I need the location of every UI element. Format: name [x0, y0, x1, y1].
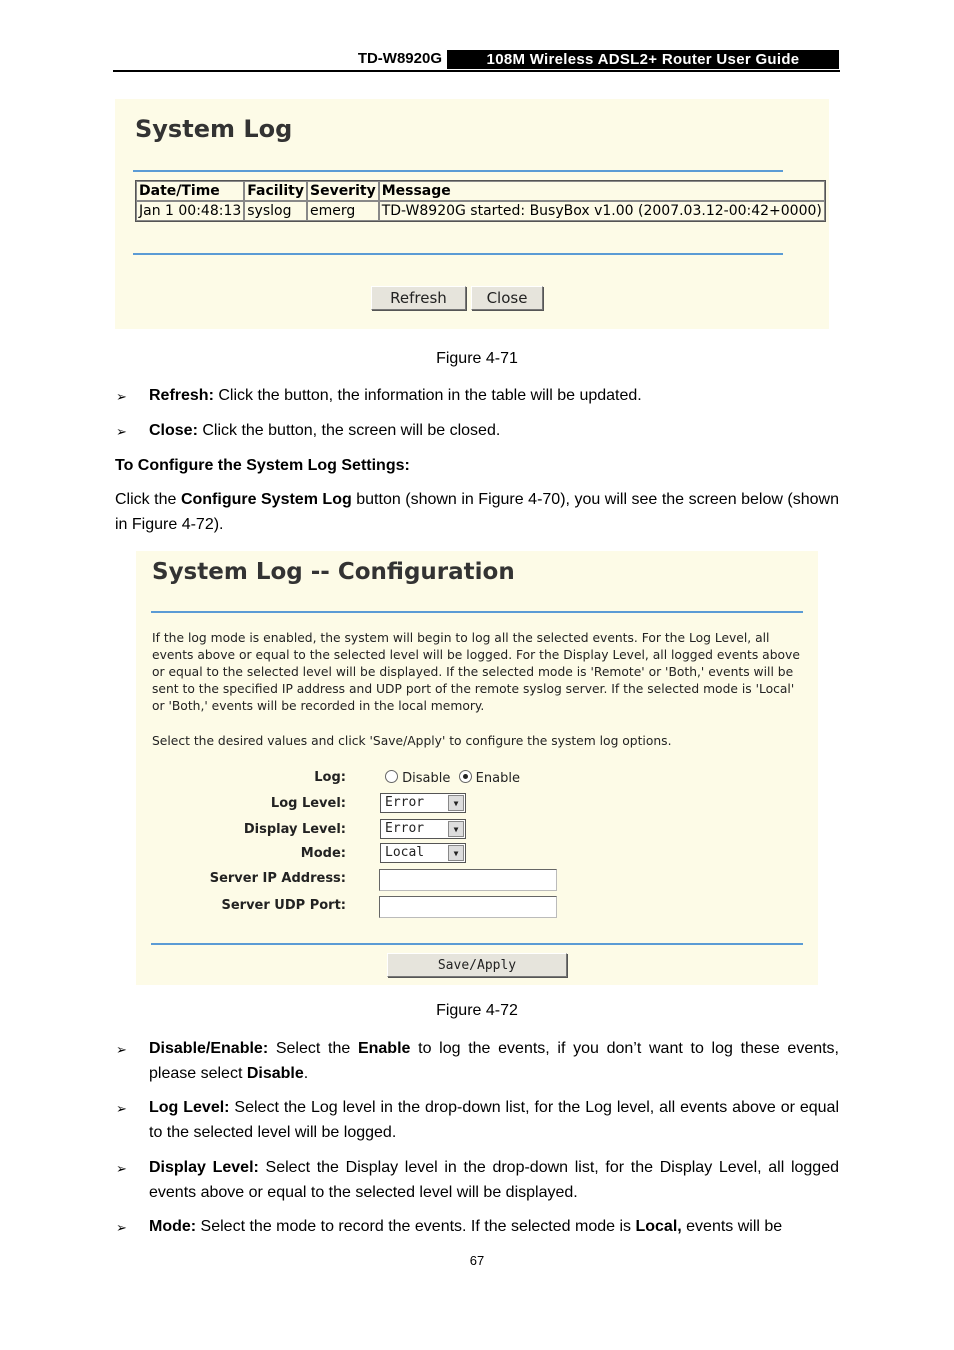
display-level-value: Error [385, 821, 425, 836]
log-level-select[interactable] [380, 793, 466, 813]
bullet-glyph: ➢ [116, 389, 127, 404]
log-label: Log: [314, 770, 346, 785]
desc-bold: Local, [635, 1218, 682, 1235]
display-level-description [149, 1155, 839, 1205]
disable-label: Disable [402, 771, 451, 786]
mode-select[interactable] [380, 843, 466, 863]
save-apply-button[interactable]: Save/Apply [387, 953, 567, 977]
header-title: 108M Wireless ADSL2+ Router User Guide [447, 50, 839, 69]
page-number: 67 [469, 1253, 485, 1268]
cell-severity: emerg [307, 201, 379, 221]
table-header-row [136, 181, 825, 201]
figure-72-caption: Figure 4-72 [436, 1002, 518, 1019]
refresh-button[interactable]: Refresh [371, 286, 466, 310]
enable-label: Enable [475, 771, 520, 786]
term: Close: [149, 422, 198, 439]
desc: Select the mode to record the events. If the selected mode is [196, 1218, 636, 1235]
system-log-panel [115, 99, 829, 329]
log-level-description [149, 1095, 839, 1145]
table-divider [133, 253, 783, 255]
header-rule [113, 70, 840, 72]
chevron-down-icon[interactable]: ▼ [448, 795, 464, 811]
title-divider [133, 170, 783, 172]
desc: Click the button, the information in the table will be updated. [213, 387, 642, 404]
bullet-glyph: ➢ [116, 1161, 127, 1176]
p-after: button (shown in Figure 4-70), you will see the screen below (shown in Figure 4-72). [115, 491, 840, 533]
disable-enable-description [149, 1036, 839, 1086]
form-divider [151, 943, 803, 945]
disable-radio[interactable] [385, 770, 398, 783]
term: Log Level: [149, 1099, 230, 1116]
desc: Select the [268, 1040, 358, 1057]
desc: Select the Display level in the drop-down list, for the Display Level, all logged events above or equal to the selected level will be displayed. [149, 1159, 840, 1201]
server-ip-input[interactable] [379, 869, 557, 891]
mode-label: Mode: [300, 846, 346, 861]
log-config-panel [136, 551, 818, 985]
table-row [136, 201, 825, 221]
col-facility: Facility [244, 181, 307, 201]
close-button[interactable]: Close [471, 286, 543, 310]
desc: Select the Log level in the drop-down list, for the Log level, all events above or equal to the selected level will be logged. [149, 1099, 839, 1141]
refresh-description [149, 383, 839, 408]
mode-description [149, 1214, 839, 1239]
log-config-title: System Log -- Configuration [152, 559, 515, 585]
cell-datetime: Jan 1 00:48:13 [136, 201, 244, 221]
col-message: Message [379, 181, 825, 201]
section-heading: To Configure the System Log Settings: [115, 457, 410, 474]
term: Refresh: [149, 387, 214, 404]
chevron-down-icon[interactable]: ▼ [448, 821, 464, 837]
enable-radio[interactable] [459, 770, 472, 783]
display-level-select[interactable] [380, 819, 466, 839]
server-udp-input[interactable] [379, 896, 557, 918]
server-udp-label: Server UDP Port: [221, 898, 346, 913]
term: Disable/Enable: [149, 1040, 269, 1057]
figure-71-caption: Figure 4-71 [436, 350, 518, 367]
desc: to log the events, if you don’t want to log these events, please select [149, 1040, 839, 1082]
desc-bold: Enable [357, 1040, 411, 1057]
desc-bold: Disable [246, 1065, 304, 1082]
desc: . [303, 1065, 309, 1082]
p-bold: Configure System Log [180, 491, 352, 508]
title-divider [151, 611, 803, 613]
config-instruction: Select the desired values and click 'Save/Apply' to configure the system log options. [152, 734, 672, 748]
term: Mode: [149, 1218, 197, 1235]
close-description [149, 418, 839, 443]
log-radio-group [385, 770, 520, 787]
bullet-glyph: ➢ [116, 1220, 127, 1235]
log-level-label: Log Level: [270, 796, 346, 811]
term: Display Level: [149, 1159, 259, 1176]
bullet-glyph: ➢ [116, 424, 127, 439]
desc: Click the button, the screen will be closed. [197, 422, 501, 439]
desc: events will be [681, 1218, 783, 1235]
server-ip-label: Server IP Address: [209, 871, 346, 886]
log-level-value: Error [385, 795, 425, 810]
system-log-table [135, 180, 826, 222]
bullet-glyph: ➢ [116, 1101, 127, 1116]
system-log-title: System Log [135, 115, 293, 143]
col-severity: Severity [307, 181, 379, 201]
cell-facility: syslog [244, 201, 307, 221]
bullet-glyph: ➢ [116, 1042, 127, 1057]
chevron-down-icon[interactable]: ▼ [448, 845, 464, 861]
cell-message: TD-W8920G started: BusyBox v1.00 (2007.03.12-00:42+0000) [379, 201, 825, 221]
col-datetime: Date/Time [136, 181, 244, 201]
header-model: TD-W8920G [357, 50, 442, 67]
p-before: Click the [115, 491, 181, 508]
section-paragraph [115, 487, 839, 537]
config-description: If the log mode is enabled, the system will begin to log all the selected events. For the Log Level, all events above or equal to the selected level will be logged. For the Display Level, all logged events above or equal to the selected level will be displayed. If the selected mode is 'Remote' or 'Both,' events will be sent to the specified IP address and UDP port of the remote syslog server. If the selected mode is 'Local' or 'Both,' events will be recorded in the local memory. [152, 631, 800, 713]
display-level-label: Display Level: [243, 822, 346, 837]
mode-value: Local [385, 845, 425, 860]
